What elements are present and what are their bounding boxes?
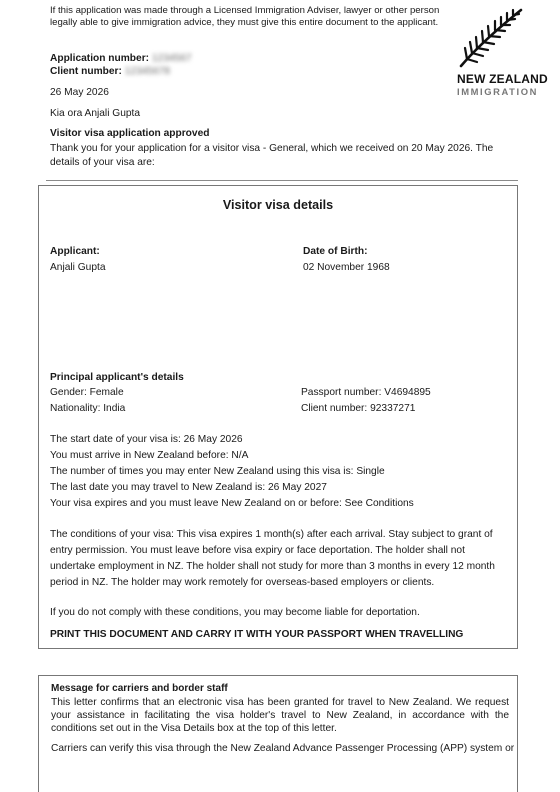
nationality: Nationality: India (50, 403, 126, 414)
nz-immigration-logo (453, 6, 559, 98)
visa-term: The last date you may travel to New Zealand is: 26 May 2027 (50, 482, 327, 493)
adviser-notice: If this application was made through a Licensed Immigration Adviser, lawyer or other person legally able to give immigration advice, they must give this entire document to the applicant. (50, 5, 440, 29)
dob-label: Date of Birth: (303, 246, 368, 257)
gender: Gender: Female (50, 387, 124, 398)
conditions-line: undertake employment in NZ. The holder shall not study for more than 3 months in every 12 month (50, 561, 495, 572)
applicant-label: Applicant: (50, 246, 100, 257)
greeting: Kia ora Anjali Gupta (50, 108, 141, 119)
visa-term: Your visa expires and you must leave New Zealand on or before: See Conditions (50, 498, 414, 509)
passport-number: Passport number: V4694895 (301, 387, 431, 398)
deportation-note: If you do not comply with these conditions, you may become liable for deportation. (50, 607, 420, 618)
carriers-box (38, 675, 518, 792)
applicant-name: Anjali Gupta (50, 262, 106, 273)
visa-term: The start date of your visa is: 26 May 2026 (50, 434, 243, 445)
dob-value: 02 November 1968 (303, 262, 390, 273)
principal-heading: Principal applicant's details (50, 372, 184, 383)
print-note: PRINT THIS DOCUMENT AND CARRY IT WITH YOUR PASSPORT WHEN TRAVELLING (50, 629, 464, 640)
conditions-line: The conditions of your visa: This visa expires 1 month(s) after each arrival. Stay subject to grant of (50, 529, 493, 540)
approved-heading: Visitor visa application approved (50, 128, 210, 139)
application-number-label: Application number: (50, 53, 150, 64)
thanks-text: Thank you for your application for a visitor visa - General, which we received on 20 May 2026. The details of your visa are: (50, 143, 494, 168)
client-number-label: Client number: (50, 66, 122, 77)
logo-brand: NEW ZEALAND (457, 72, 548, 86)
application-meta (50, 52, 192, 78)
silver-fern-icon (455, 6, 525, 70)
carriers-title: Message for carriers and border staff (51, 683, 228, 694)
visa-details-box (38, 185, 518, 649)
visa-details-title: Visitor visa details (222, 198, 334, 212)
application-number-value: 1234567 (151, 53, 192, 64)
carriers-paragraph: Carriers can verify this visa through the New Zealand Advance Passenger Processing (APP) system or (51, 743, 515, 754)
client-number-value: 12345678 (124, 66, 171, 77)
conditions-line: period in NZ. The holder may work remotely for overseas-based employers or clients. (50, 577, 435, 588)
letter-date: 26 May 2026 (50, 87, 109, 98)
carriers-paragraph: This letter confirms that an electronic visa has been granted for travel to New Zealand. We request your assistance in facilitating the visa holder's travel to New Zealand, in accordance with the conditions set out in the Visa Details box at the top of this letter. (51, 697, 509, 734)
conditions-line: entry permission. You must leave before visa expiry or face deportation. The holder shall not (50, 545, 465, 556)
visa-term: The number of times you may enter New Zealand using this visa is: Single (50, 466, 385, 477)
visa-term: You must arrive in New Zealand before: N/A (50, 450, 249, 461)
client-number-detail: Client number: 92337271 (301, 403, 416, 414)
logo-sub: IMMIGRATION (457, 86, 538, 97)
section-divider (46, 180, 518, 181)
